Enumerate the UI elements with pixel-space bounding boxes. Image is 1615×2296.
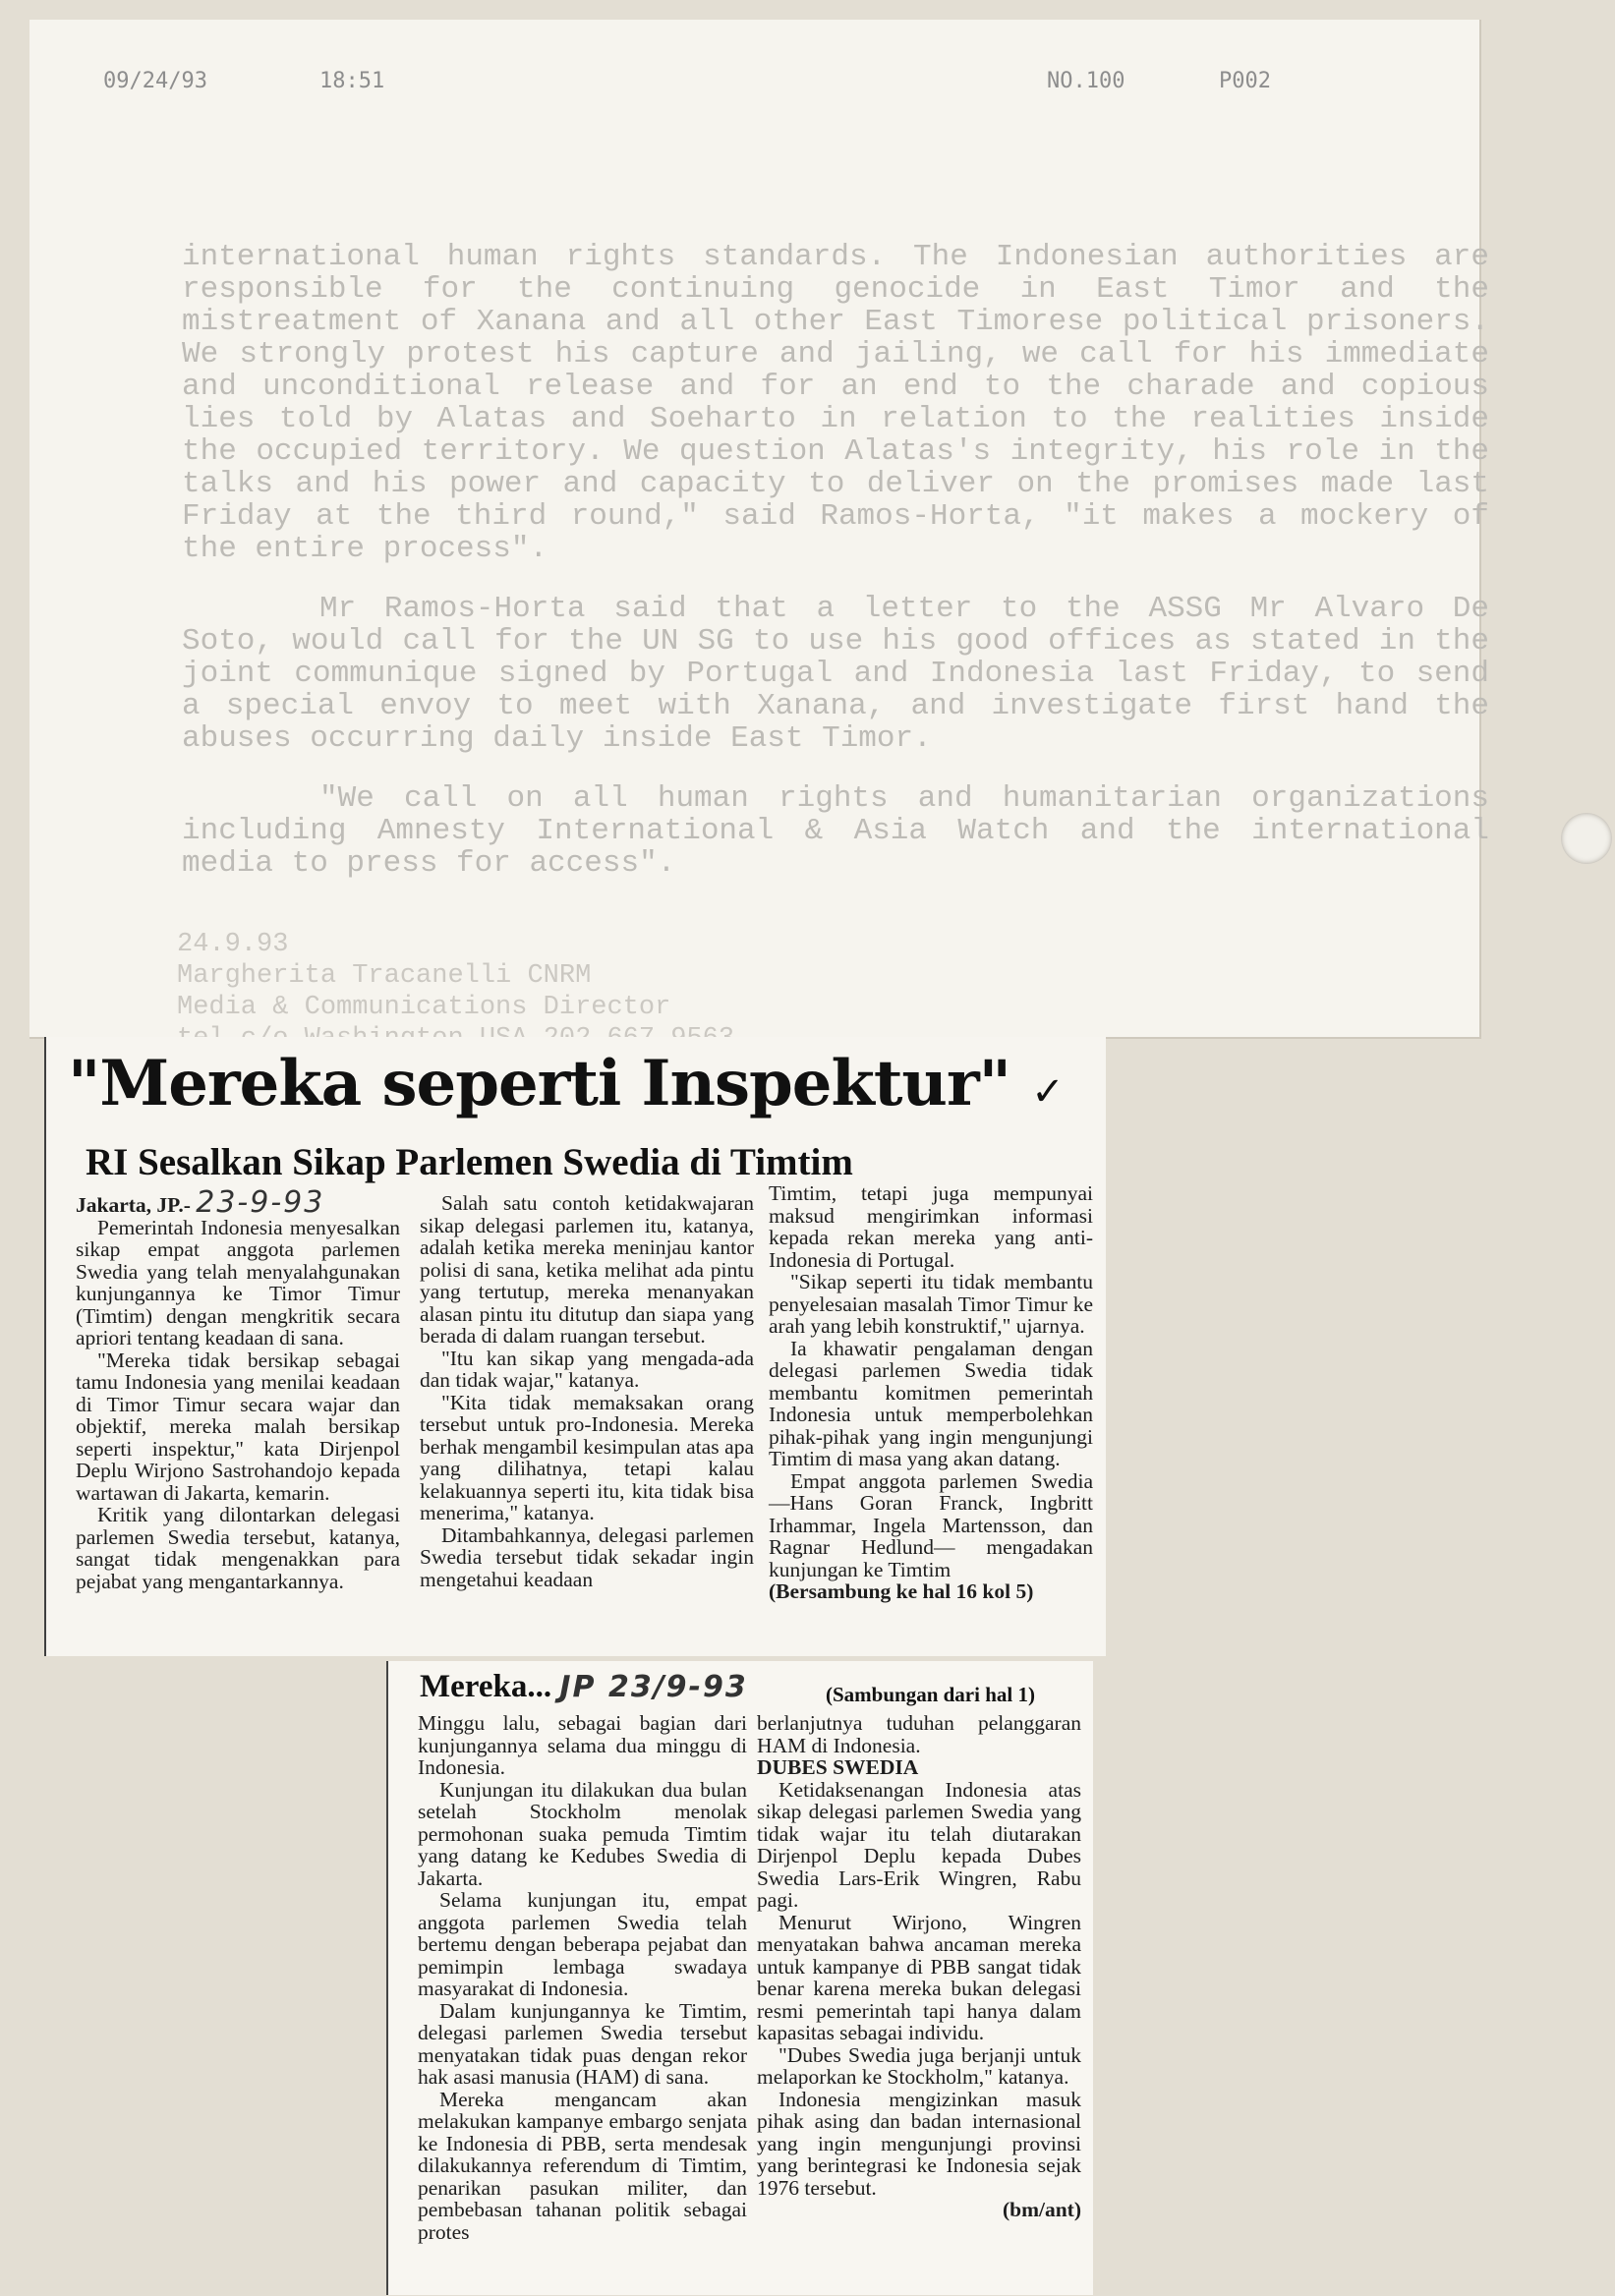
fax-sheet [29,20,1489,1039]
paragraph: Menurut Wirjono, Wingren menyatakan bahwa ancaman mereka untuk kampanye di PBB sangat tidak benar karena mereka bukan delegasi resmi pemerintah tapi hanya dalam kapasitas sebagai individu. [757,1910,1081,2044]
fax-signature-date: 24.9.93 [177,930,289,959]
paragraph: "Itu kan sikap yang mengada-ada dan tidak wajar," katanya. [420,1346,754,1392]
paragraph: Timtim, tetapi juga mempunyai maksud mengirimkan informasi kepada rekan mereka yang anti-Indonesia di Portugal. [769,1181,1093,1272]
fax-time: 18:51 [319,69,385,93]
article-column-1 [76,1185,400,1593]
paragraph: Indonesia mengizinkan masuk pihak asing dan badan internasional yang ingin mengunjungi provinsi yang berintegrasi ke Indonesia sejak 1976 tersebut. [757,2087,1081,2200]
newspaper-clipping-continuation [386,1661,1093,2295]
fax-signature-title: Media & Communications Director [177,993,671,1022]
paragraph: Ia khawatir pengalaman dengan delegasi parlemen Swedia tidak membantu komitmen pemerintah Indonesia untuk memperbolehkan pihak-pihak yang ingin mengunjungi Timtim di masa yang akan datang. [769,1336,1093,1470]
paragraph: "Kita tidak memaksakan orang tersebut untuk pro-Indonesia. Mereka berhak mengambil kesimpulan atas apa yang dilihatnya, tetapi kalau kelakuannya seperti itu, kita tidak bisa menerima," katanya. [420,1390,754,1524]
fax-date: 09/24/93 [103,69,207,93]
paragraph: Kunjungan itu dilakukan dua bulan setelah Stockholm menolak permohonan suaka pemuda Timtim yang datang ke Kedubes Swedia di Jakarta. [418,1777,747,1890]
continuation-title [420,1669,748,1705]
paragraph: Salah satu contoh ketidakwajaran sikap delegasi parlemen itu, katanya, adalah ketika mereka meninjau kantor polisi di sana, ketika melihat ada pintu yang tertutup, mereka menanyakan alasan pintu itu ditutup dan siapa yang berada di dalam ruangan tersebut. [420,1191,754,1348]
paragraph: "Sikap seperti itu tidak membantu penyelesaian masalah Timor Timur ke arah yang lebih konstruktif," ujarnya. [769,1270,1093,1338]
paragraph: berlanjutnya tuduhan pelanggaran HAM di Indonesia. [757,1711,1081,1757]
handwritten-date: 23-9-93 [196,1185,325,1220]
fax-signature [177,929,734,1055]
newspaper-clipping-main [44,1037,1106,1656]
fax-header [74,69,1430,108]
continuation-column-2 [757,1712,1081,2221]
fax-body [182,241,1489,907]
continuation-column-1 [418,1712,747,2243]
paragraph: Minggu lalu, sebagai bagian dari kunjungannya selama dua minggu di Indonesia. [418,1711,747,1779]
continuation-title-text: Mereka... [420,1669,552,1704]
paragraph: Kritik yang dilontarkan delegasi parlemen Swedia tersebut, katanya, sangat tidak mengenakkan para pejabat yang mengantarkannya. [76,1503,400,1593]
section-subheading: DUBES SWEDIA [757,1755,919,1779]
article-subheadline: RI Sesalkan Sikap Parlemen Swedia di Timtim [86,1141,853,1183]
paragraph: "Mereka tidak bersikap sebagai tamu Indonesia yang menilai keadaan di Timor Timur secara wajar dan objektif, mereka malah bersikap seperti inspektur," kata Dirjenpol Deplu Wirjono Sastrohandojo kepada wartawan di Jakarta, kemarin. [76,1348,400,1505]
article-column-2 [420,1192,754,1590]
handwritten-reference: JP 23/9-93 [559,1670,748,1704]
fax-paragraph: Mr Ramos-Horta said that a letter to the ASSG Mr Alvaro De Soto, would call for the UN SG to use his good offices as stated in the joint communique signed by Portugal and Indonesia last Friday, to send a special envoy to meet with Xanana, and investigate first hand the abuses occurring daily inside East Timor. [182,592,1489,756]
paragraph: Pemerintah Indonesia menyesalkan sikap empat anggota parlemen Swedia yang telah menyalahgunakan kunjungannya ke Timor Timur (Timtim) dengan mengkritik secara apriori tentang keadaan di sana. [76,1215,400,1349]
dateline-text: Jakarta, JP.- [76,1193,191,1217]
dateline [76,1185,400,1220]
fax-paragraph: "We call on all human rights and humanitarian organizations including Amnesty International & Asia Watch and the international media to press for access". [182,781,1489,881]
paragraph: Selama kunjungan itu, empat anggota parlemen Swedia telah bertemu dengan beberapa pejabat dan pemimpin lembaga swadaya masyarakat di Indonesia. [418,1888,747,2000]
byline: (bm/ant) [1002,2198,1081,2221]
paragraph: Ketidaksenangan Indonesia atas sikap delegasi parlemen Swedia yang tidak wajar itu telah diutarakan Dirjenpol Deplu kepada Dubes Swedia Lars-Erik Wingren, Rabu pagi. [757,1777,1081,1912]
headline-text: "Mereka seperti Inspektur" [68,1047,1010,1120]
paragraph: Mereka mengancam akan melakukan kampanye embargo senjata ke Indonesia di PBB, serta mendesak dilakukannya referendum di Timtim, penarikan pasukan militer, dan pembebasan tahanan politik sebagai protes [418,2087,747,2244]
tick-mark-icon: ✓ [1031,1069,1064,1115]
fax-paragraph: international human rights standards. The Indonesian authorities are responsible for the continuing genocide in East Timor and the mistreatment of Xanana and all other East Timorese political prisoners. We strongly protest his capture and jailing, we call for his immediate and unconditional release and for an end to the charade and copious lies told by Alatas and Soeharto in relation to the realities inside the occupied territory. We question Alatas's integrity, his role in the talks and his power and capacity to deliver on the promises made last Friday at the third round," said Ramos-Horta, "it makes a mockery of the entire process". [182,240,1489,566]
article-headline [68,1047,1100,1120]
paragraph: Empat anggota parlemen Swedia —Hans Goran Franck, Ingbritt Irhammar, Ingela Martensson, dan Ragnar Hedlund— mengadakan kunjungan ke Timtim [769,1468,1093,1581]
continuation-note: (Bersambung ke hal 16 kol 5) [769,1579,1034,1603]
fax-page: P002 [1219,69,1271,93]
paragraph: Dalam kunjungannya ke Timtim, delegasi parlemen Swedia tersebut menyatakan tidak puas dengan rekor hak asasi manusia (HAM) di sana. [418,1998,747,2089]
article-column-3 [769,1182,1093,1603]
paragraph: Ditambahkannya, delegasi parlemen Swedia tersebut tidak sekadar ingin mengetahui keadaan [420,1522,754,1591]
continued-from-note: (Sambungan dari hal 1) [826,1683,1035,1706]
fax-signature-name: Margherita Tracanelli CNRM [177,961,592,991]
fax-number: NO.100 [1047,69,1125,93]
punch-hole [1561,813,1612,864]
paragraph: "Dubes Swedia juga berjanji untuk melaporkan ke Stockholm," katanya. [757,2042,1081,2089]
